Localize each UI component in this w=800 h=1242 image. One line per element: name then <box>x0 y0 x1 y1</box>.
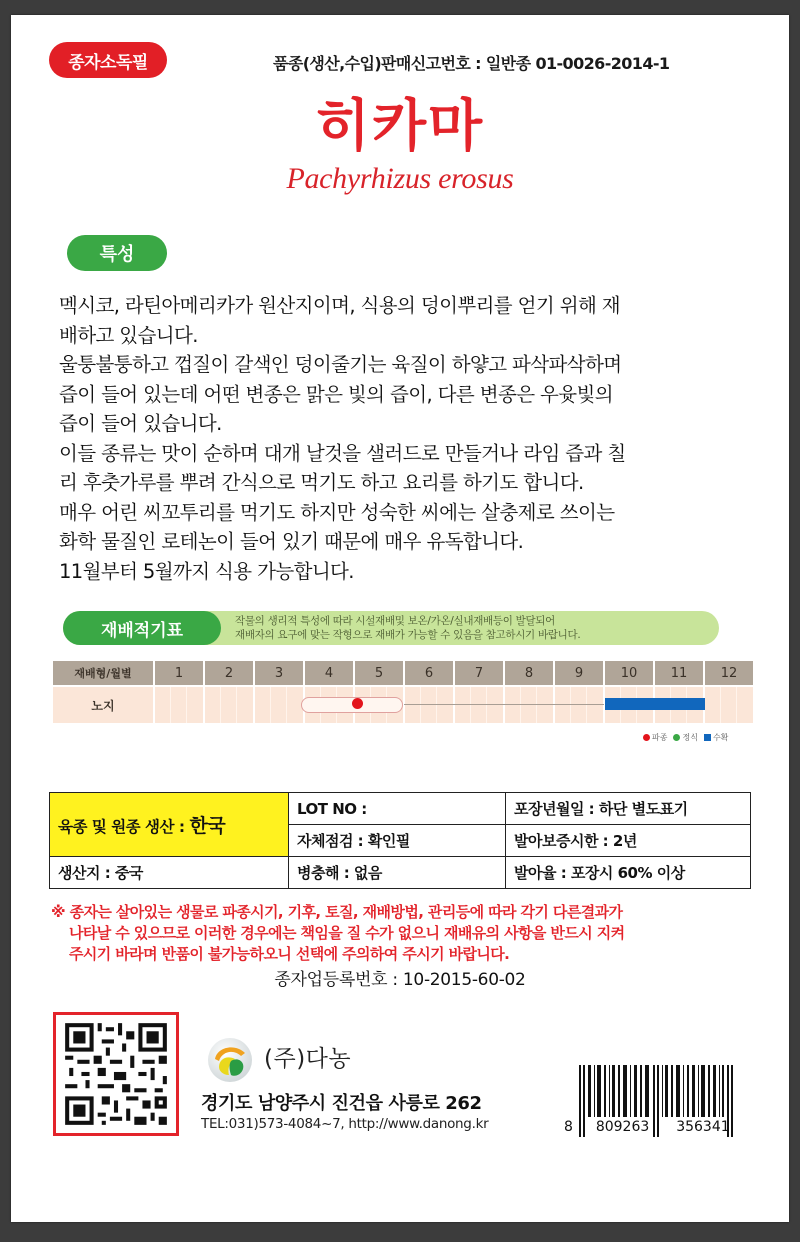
description-line: 매우 어린 씨꼬투리를 먹기도 하지만 성숙한 씨에는 살충제로 쓰이는 <box>59 500 615 524</box>
blue-square-icon <box>704 734 711 741</box>
germination-rate-cell: 발아율 : 포장시 60% 이상 <box>506 857 751 889</box>
growing-period-line <box>404 704 604 705</box>
seed-business-registration: 종자업등록번호 : 10-2015-60-02 <box>274 970 526 990</box>
barcode-digit-prefix: 8 <box>564 1119 573 1135</box>
company-contact: TEL:031)573-4084~7, http://www.danong.kr <box>201 1116 489 1132</box>
month-header: 2 <box>205 661 253 685</box>
company-name: (주)다농 <box>264 1046 352 1072</box>
breeding-origin-label: 육종 및 원종 생산 : <box>58 818 190 836</box>
month-header: 4 <box>305 661 353 685</box>
cultivation-calendar <box>53 661 761 723</box>
month-cell <box>555 687 603 723</box>
legend-planting <box>673 732 697 743</box>
lot-number-cell: LOT NO : <box>289 793 506 825</box>
breeding-origin-country: 한국 <box>189 815 226 837</box>
variety-registration-number: 품종(생산,수입)판매신고번호 : 일반종 01-0026-2014-1 <box>273 54 670 73</box>
legend-sowing <box>643 732 667 743</box>
cultivation-note-line: 재배자의 요구에 맞는 작형으로 재배가 가능할 수 있음을 참고하시기 바랍니다. <box>235 629 581 641</box>
description-line: 리 후춧가루를 뿌려 간식으로 먹기도 하고 요리를 하기도 합니다. <box>59 471 584 494</box>
month-header: 3 <box>255 661 303 685</box>
month-header: 9 <box>555 661 603 685</box>
month-header: 7 <box>455 661 503 685</box>
month-header: 12 <box>705 661 753 685</box>
month-cell <box>705 687 753 723</box>
legend-planting-label: 정식 <box>682 733 698 742</box>
warning-line: 나타날 수 있으므로 이러한 경우에는 책임을 질 수가 없으니 재배유의 사항을 반드시 지켜 <box>69 924 625 942</box>
month-cell <box>205 687 253 723</box>
row-label: 노지 <box>53 687 153 723</box>
description-line: 이들 종류는 맛이 순하며 대개 날것을 샐러드로 만들거나 라임 즙과 칠 <box>59 441 626 465</box>
description-line: 울퉁불퉁하고 껍질이 갈색인 덩이줄기는 육질이 하얗고 파삭파삭하며 <box>59 353 622 376</box>
calendar-header-type: 재배형/월별 <box>53 661 153 685</box>
red-dot-icon <box>643 734 650 741</box>
description-line: 멕시코, 라틴아메리카가 원산지이며, 식용의 덩이뿌리를 얻기 위해 재 <box>59 294 621 317</box>
characteristics-heading: 특성 <box>67 235 167 271</box>
germination-guarantee-cell: 발아보증시한 : 2년 <box>506 825 751 857</box>
barcode-digit-group: 356341 <box>676 1119 730 1135</box>
month-header: 5 <box>355 661 403 685</box>
month-cell <box>155 687 203 723</box>
calendar-legend <box>643 732 728 743</box>
production-place-cell: 생산지 : 중국 <box>50 857 289 889</box>
green-dot-icon <box>673 734 680 741</box>
qr-code-icon <box>56 1015 176 1133</box>
cultivation-note-line: 작물의 생리적 특성에 따라 시설재배및 보온/가온/실내재배등이 발달되어 <box>235 615 555 627</box>
month-header: 11 <box>655 661 703 685</box>
description-line: 11월부터 5월까지 식용 가능합니다. <box>59 559 354 583</box>
harvest-window-bar <box>605 698 705 710</box>
company-logo-icon <box>207 1037 253 1083</box>
characteristics-description <box>59 291 759 586</box>
description-line: 즙이 들어 있는데 어떤 변종은 맑은 빛의 즙이, 다른 변종은 우윳빛의 <box>59 382 613 406</box>
seed-packet-back <box>11 15 789 1222</box>
legend-harvest-label: 수확 <box>712 733 729 742</box>
month-cell <box>405 687 453 723</box>
calendar-row-open-field <box>53 687 761 723</box>
qr-code[interactable] <box>53 1012 179 1136</box>
calendar-header-row <box>53 661 761 685</box>
warning-line: ※ 종자는 살아있는 생물로 파종시기, 기후, 토질, 재배방법, 관리등에 따라 각기 다른결과가 <box>51 903 623 921</box>
sowing-dot-icon <box>352 698 363 709</box>
description-line: 배하고 있습니다. <box>59 323 198 347</box>
month-cell <box>255 687 303 723</box>
company-address: 경기도 남양주시 진건읍 사릉로 262 <box>201 1093 482 1114</box>
pests-cell: 병충해 : 없음 <box>289 857 506 889</box>
self-check-cell: 자체점검 : 확인필 <box>289 825 506 857</box>
month-header: 8 <box>505 661 553 685</box>
product-title: 히카마 <box>315 94 485 159</box>
month-header: 10 <box>605 661 653 685</box>
month-header: 6 <box>405 661 453 685</box>
seed-disinfected-badge: 종자소독필 <box>49 42 167 78</box>
month-cell <box>455 687 503 723</box>
product-info-table <box>49 792 751 889</box>
cultivation-note <box>235 614 580 642</box>
description-line: 화학 물질인 로테논이 들어 있기 때문에 매우 유독합니다. <box>59 530 524 553</box>
barcode-digit-group: 809263 <box>595 1119 650 1135</box>
breeding-origin-cell <box>50 793 289 857</box>
barcode-digits <box>564 1119 730 1135</box>
month-cell <box>505 687 553 723</box>
scientific-name: Pachyrhizus erosus <box>286 162 514 195</box>
pack-date-cell: 포장년월일 : 하단 별도표기 <box>506 793 751 825</box>
cultivation-heading: 재배적기표 <box>63 611 221 645</box>
description-line: 즙이 들어 있습니다. <box>59 412 222 435</box>
month-header: 1 <box>155 661 203 685</box>
warning-notice <box>51 902 751 965</box>
legend-harvest <box>704 732 728 743</box>
legend-sowing-label: 파종 <box>652 733 668 742</box>
warning-line: 주시기 바라며 반품이 불가능하오니 선택에 주의하여 주시기 바랍니다. <box>69 945 510 963</box>
